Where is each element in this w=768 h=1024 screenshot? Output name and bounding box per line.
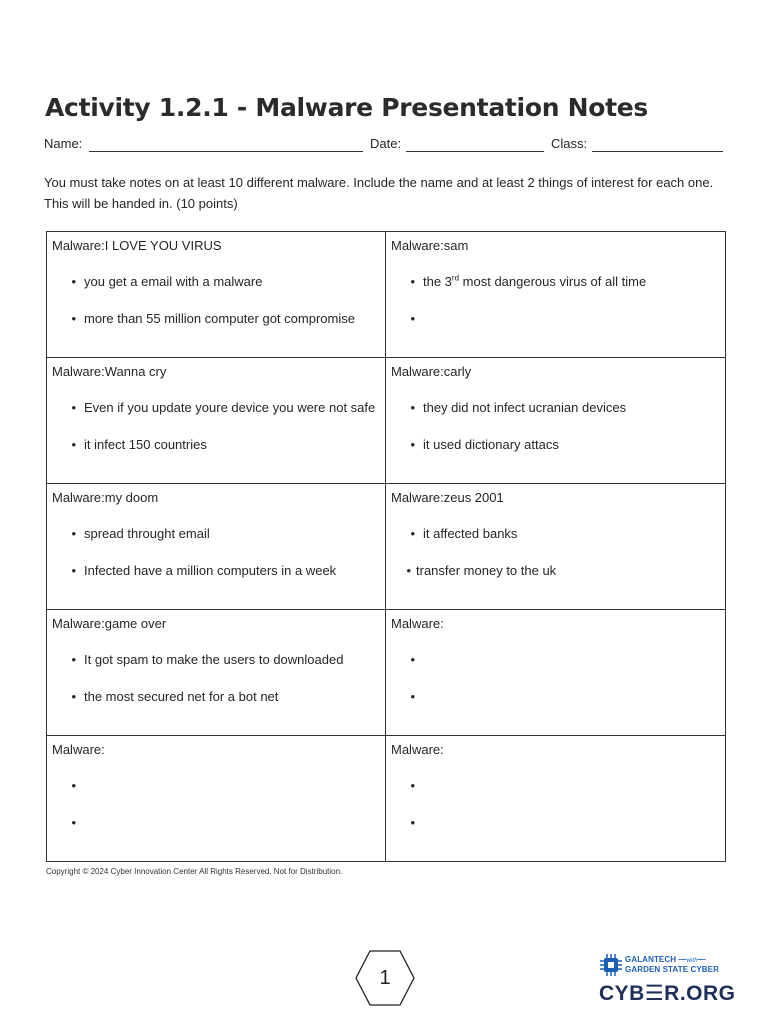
malware-label: Malware:	[52, 742, 105, 757]
bullet-icon: •	[410, 689, 415, 704]
malware-label: Malware:my doom	[52, 490, 159, 505]
bullet-icon: •	[71, 815, 76, 830]
cyber-org-logo	[598, 952, 736, 1008]
malware-label: Malware:sam	[391, 238, 469, 253]
note-bullet	[52, 650, 379, 670]
note-superscript: rd	[451, 273, 460, 283]
note-bullet	[391, 687, 719, 707]
malware-cell[interactable]	[386, 358, 726, 484]
note-bullet	[52, 272, 379, 292]
bullet-icon: •	[71, 689, 76, 704]
note-bullet	[52, 813, 379, 833]
note-text: most dangerous virus of all time	[459, 274, 647, 289]
bullet-icon: •	[410, 311, 415, 326]
logo-brand: CYB☰R.ORG	[599, 982, 736, 1005]
table-row	[47, 358, 726, 484]
bullet-icon: •	[410, 526, 415, 541]
note-bullet	[52, 435, 379, 455]
page-title: Activity 1.2.1 - Malware Presentation Notes	[45, 93, 648, 122]
bullet-icon: •	[71, 778, 76, 793]
bullet-icon: •	[71, 652, 76, 667]
copyright-notice: Copyright © 2024 Cyber Innovation Center All Rights Reserved. Not for Distribution.	[46, 867, 343, 876]
page-number: 1	[379, 967, 391, 989]
bullet-icon: •	[71, 311, 76, 326]
logo-org-line1: GALANTECH —with—	[625, 955, 706, 964]
note-bullet	[52, 524, 379, 544]
bullet-icon: •	[406, 563, 411, 578]
chip-icon	[600, 954, 622, 976]
malware-label: Malware:carly	[391, 364, 472, 379]
note-text: you get a email with a malware	[84, 274, 263, 289]
table-row	[47, 484, 726, 610]
note-bullet	[52, 776, 379, 796]
note-bullet	[391, 813, 719, 833]
malware-label: Malware:zeus 2001	[391, 490, 504, 505]
note-text: spread throught email	[84, 526, 210, 541]
malware-label: Malware:Wanna cry	[52, 364, 167, 379]
note-bullet	[391, 272, 719, 292]
bullet-icon: •	[71, 437, 76, 452]
table-row	[47, 232, 726, 358]
note-text: the 3	[423, 274, 452, 289]
malware-cell[interactable]	[47, 610, 386, 736]
note-bullet	[391, 309, 719, 329]
malware-cell[interactable]	[47, 736, 386, 862]
note-text: more than 55 million computer got compromise	[84, 311, 355, 326]
bullet-icon: •	[410, 437, 415, 452]
note-bullet	[52, 561, 379, 581]
class-field[interactable]	[592, 151, 723, 152]
logo-org-line2: GARDEN STATE CYBER	[625, 965, 719, 974]
bullet-icon: •	[410, 400, 415, 415]
bullet-icon: •	[71, 526, 76, 541]
malware-cell[interactable]	[386, 736, 726, 862]
malware-cell[interactable]	[386, 484, 726, 610]
note-bullet	[391, 650, 719, 670]
table-row	[47, 736, 726, 862]
note-text: Infected have a million computers in a week	[84, 563, 337, 578]
date-label: Date:	[370, 136, 402, 151]
bullet-icon: •	[410, 652, 415, 667]
note-text: Even if you update youre device you were not safe	[84, 400, 376, 415]
page-number-badge	[354, 950, 416, 1006]
note-text: the most secured net for a bot net	[84, 689, 279, 704]
note-bullet	[391, 524, 719, 544]
note-text: it used dictionary attacs	[423, 437, 559, 452]
malware-label: Malware:	[391, 742, 444, 757]
bullet-icon: •	[410, 778, 415, 793]
class-label: Class:	[551, 136, 588, 151]
malware-label: Malware:I LOVE YOU VIRUS	[52, 238, 222, 253]
malware-cell[interactable]	[47, 232, 386, 358]
note-bullet	[52, 398, 379, 418]
date-field[interactable]	[406, 151, 544, 152]
malware-cell[interactable]	[47, 358, 386, 484]
bullet-icon: •	[71, 400, 76, 415]
note-bullet	[391, 398, 719, 418]
note-bullet	[52, 687, 379, 707]
table-row	[47, 610, 726, 736]
name-label: Name:	[44, 136, 83, 151]
bullet-icon: •	[71, 563, 76, 578]
note-bullet	[52, 309, 379, 329]
bullet-icon: •	[410, 274, 415, 289]
note-bullet	[391, 776, 719, 796]
malware-label: Malware:game over	[52, 616, 167, 631]
malware-cell[interactable]	[47, 484, 386, 610]
name-field[interactable]	[89, 151, 363, 152]
malware-label: Malware:	[391, 616, 444, 631]
instructions-text: You must take notes on at least 10 different malware. Include the name and at least 2 things of interest for each one. This will be handed in. (10 points)	[44, 175, 714, 211]
note-text: It got spam to make the users to downloaded	[84, 652, 344, 667]
note-text: it infect 150 countries	[84, 437, 207, 452]
malware-notes-table	[46, 231, 726, 862]
malware-cell[interactable]	[386, 610, 726, 736]
note-bullet	[391, 561, 719, 581]
note-text: it affected banks	[423, 526, 518, 541]
note-text: transfer money to the uk	[416, 563, 557, 578]
malware-cell[interactable]	[386, 232, 726, 358]
bullet-icon: •	[410, 815, 415, 830]
bullet-icon: •	[71, 274, 76, 289]
note-text: they did not infect ucranian devices	[423, 400, 627, 415]
note-bullet	[391, 435, 719, 455]
